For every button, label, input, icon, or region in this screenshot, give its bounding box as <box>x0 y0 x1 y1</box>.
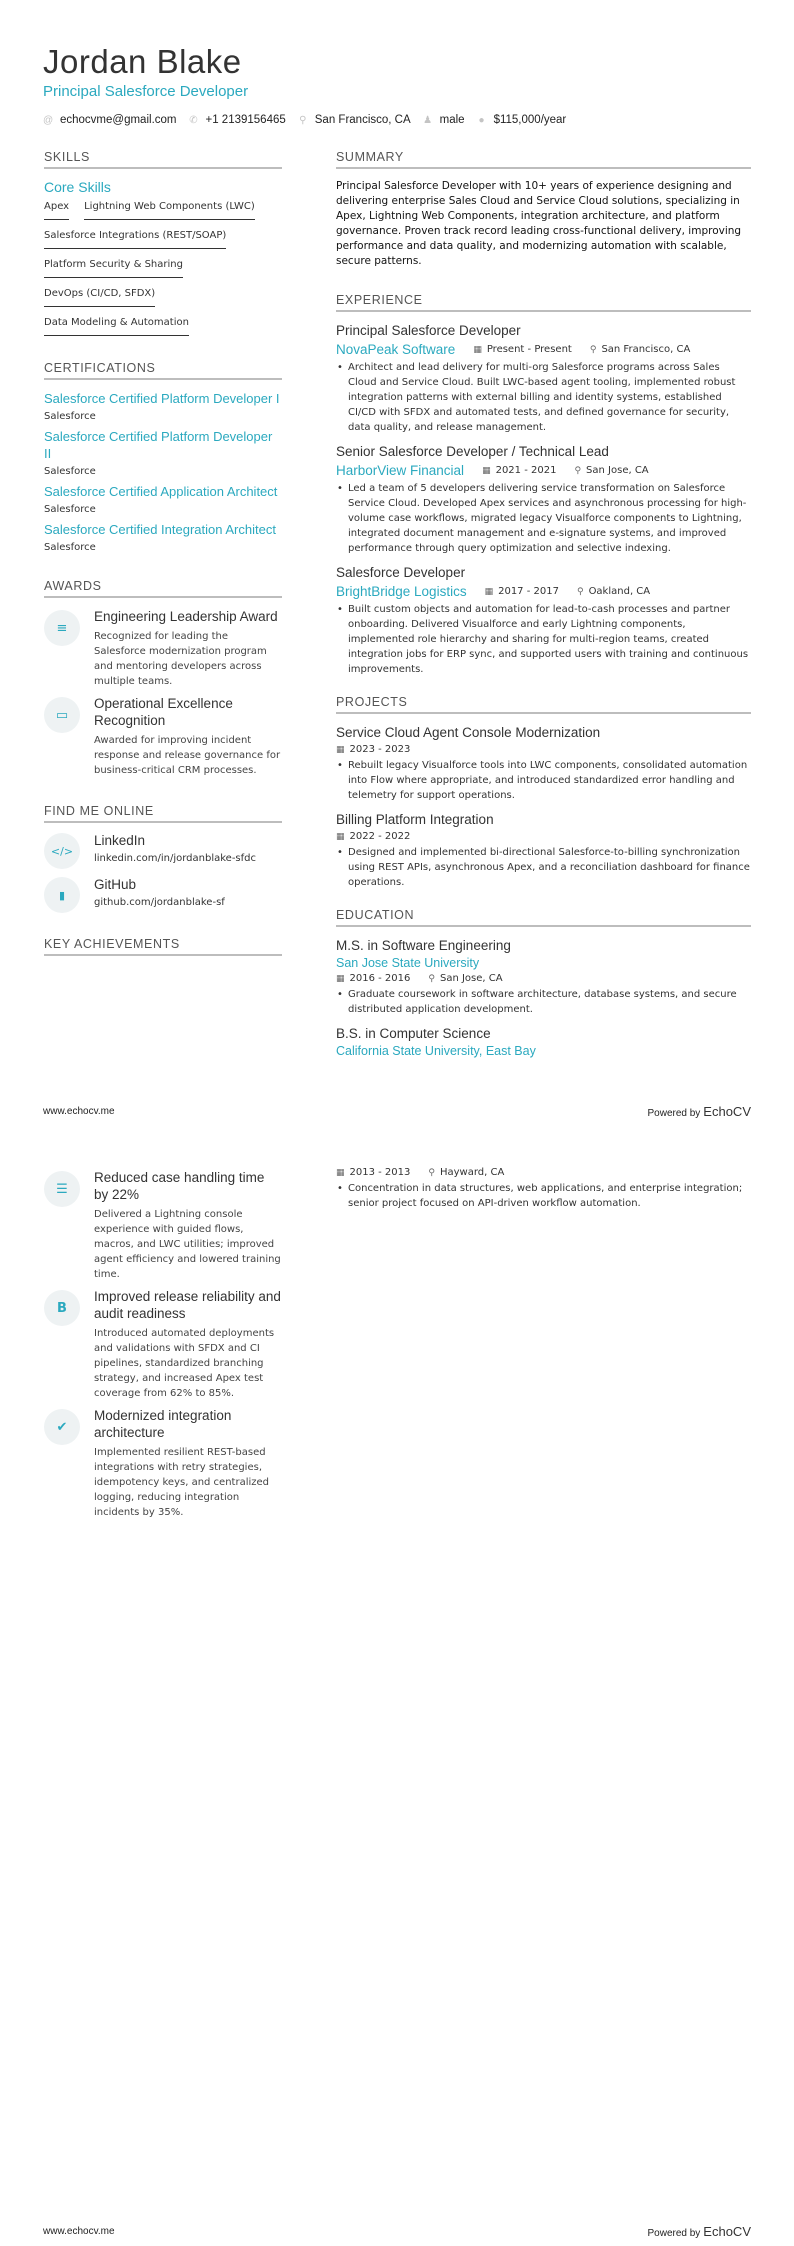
education-dates: 2013 - 2013 <box>349 1167 411 1178</box>
person-icon: ♟ <box>423 114 433 126</box>
project-bullet: • Rebuilt legacy Visualforce tools into LWC components, consolidated automation into Flow where appropriate, and introduced standardized error handling and telemetry for support operations. <box>336 758 751 803</box>
location-pin-icon: ⚲ <box>428 1167 435 1178</box>
education-section <box>336 908 751 1059</box>
phone-value: +1 2139156465 <box>205 114 286 126</box>
bold-b-icon: B <box>44 1290 80 1326</box>
certification-issuer: Salesforce <box>44 466 96 477</box>
brand-logo[interactable]: EchoCV <box>703 1104 751 1119</box>
calendar-icon: ▦ <box>482 465 491 476</box>
calendar-icon: ▦ <box>336 831 345 842</box>
calendar-icon: ▦ <box>336 1167 345 1178</box>
job-location: San Francisco, CA <box>601 344 691 355</box>
section-title-achievements: KEY ACHIEVEMENTS <box>44 937 282 956</box>
certification-item <box>44 428 282 477</box>
email-value: echocvme@gmail.com <box>60 114 177 126</box>
page-footer <box>43 2224 751 2239</box>
education-dates: 2016 - 2016 <box>349 973 411 984</box>
degree: M.S. in Software Engineering <box>336 938 511 953</box>
certification-issuer: Salesforce <box>44 411 96 422</box>
certification-name: Salesforce Certified Integration Architect <box>44 522 276 537</box>
certification-name: Salesforce Certified Platform Developer I <box>44 391 280 406</box>
project-dates: 2023 - 2023 <box>349 744 411 755</box>
education-location: San Jose, CA <box>439 973 503 984</box>
linkedin-link[interactable]: linkedin.com/in/jordanblake-sfdc <box>94 853 257 864</box>
project-item <box>336 724 751 803</box>
job-meta <box>336 584 751 599</box>
resume-page-2 <box>0 1123 794 2246</box>
brand-logo[interactable]: EchoCV <box>703 2224 751 2239</box>
job-title: Senior Salesforce Developer / Technical Lead <box>336 444 609 459</box>
experience-section <box>336 293 751 677</box>
job-dates: 2021 - 2021 <box>495 465 557 476</box>
gender-value: male <box>439 114 465 126</box>
degree: B.S. in Computer Science <box>336 1026 491 1041</box>
school-name: San Jose State University <box>336 956 480 970</box>
job-bullet: • Architect and lead delivery for multi-org Salesforce programs across Sales Cloud and Service Cloud. Built LWC-based agent tooling, implemented robust integration patterns with external billing and identity systems, established CI/CD with SFDX and automated tests, and defined governance for security, data quality, and release management. <box>336 360 751 435</box>
certifications-section <box>44 361 282 553</box>
online-title: GitHub <box>94 877 137 892</box>
skill-tag: Platform Security & Sharing <box>44 256 183 278</box>
section-title-projects: PROJECTS <box>336 695 751 714</box>
achievement-item <box>44 1407 282 1520</box>
contact-bar <box>43 114 578 126</box>
certification-item <box>44 483 282 515</box>
project-title: Service Cloud Agent Console Modernization <box>336 725 601 740</box>
job-location: San Jose, CA <box>586 465 649 476</box>
education-bullet: • Concentration in data structures, web applications, and enterprise integration; senior project focused on API-driven workflow automation. <box>336 1181 751 1211</box>
job-bullet: • Led a team of 5 developers delivering service transformation on Salesforce Service Cloud. Developed Apex services and asynchronous processing for high-volume case workflows, migrated legacy Visualforce components to Lightning, integrated document management and e-signature systems, and improved performance through query optimization and selective indexing. <box>336 481 751 556</box>
certification-issuer: Salesforce <box>44 504 96 515</box>
calendar-icon: ▦ <box>336 744 345 755</box>
project-bullet: • Designed and implemented bi-directional Salesforce-to-billing synchronization using REST APIs, asynchronous Apex, and a reconciliation dashboard for finance operations. <box>336 845 751 890</box>
contact-salary <box>477 114 567 126</box>
projects-section <box>336 695 751 890</box>
job-title: Salesforce Developer <box>336 565 466 580</box>
section-title-education: EDUCATION <box>336 908 751 927</box>
achievement-description: Implemented resilient REST-based integrations with retry strategies, idempotency keys, and centralized logging, reducing integration incidents by 35%. <box>94 1447 270 1518</box>
skill-tag: Salesforce Integrations (REST/SOAP) <box>44 227 226 249</box>
footer-site-link[interactable]: www.echocv.me <box>43 2226 115 2237</box>
school-name: California State University, East Bay <box>336 1044 536 1058</box>
job-dates: 2017 - 2017 <box>498 586 559 597</box>
company-name: HarborView Financial <box>336 463 465 478</box>
achievement-item <box>44 1288 282 1401</box>
education-item <box>336 1025 751 1059</box>
right-column <box>336 150 751 1059</box>
skills-section <box>44 150 282 343</box>
calendar-icon: ▦ <box>473 344 482 355</box>
certification-name: Salesforce Certified Application Architect <box>44 484 278 499</box>
online-title: LinkedIn <box>94 833 146 848</box>
online-item-github[interactable] <box>44 877 282 913</box>
footer-site-link[interactable]: www.echocv.me <box>43 1106 115 1117</box>
project-title: Billing Platform Integration <box>336 812 494 827</box>
award-description: Recognized for leading the Salesforce modernization program and mentoring developers across multiple teams. <box>94 631 267 687</box>
section-title-online: FIND ME ONLINE <box>44 804 282 823</box>
company-name: NovaPeak Software <box>336 342 456 357</box>
location-pin-icon: ⚲ <box>428 973 435 984</box>
contact-phone[interactable] <box>189 114 286 126</box>
calendar-icon: ▦ <box>336 973 345 984</box>
award-item <box>44 695 282 778</box>
skill-tag: Data Modeling & Automation <box>44 314 189 336</box>
certification-issuer: Salesforce <box>44 542 96 553</box>
skill-tag: Lightning Web Components (LWC) <box>84 198 255 220</box>
job-location: Oakland, CA <box>588 586 651 597</box>
skill-tag: Apex <box>44 198 69 220</box>
experience-item <box>336 564 751 677</box>
github-link[interactable]: github.com/jordanblake-sf <box>94 897 225 908</box>
award-item <box>44 608 282 689</box>
section-title-summary: SUMMARY <box>336 150 751 169</box>
award-title: Engineering Leadership Award <box>94 609 278 624</box>
education-item-continued <box>336 1167 751 1211</box>
calendar-icon: ▦ <box>484 586 494 597</box>
section-title-certifications: CERTIFICATIONS <box>44 361 282 380</box>
toggle-icon: ▭ <box>44 697 80 733</box>
powered-by: Powered by EchoCV <box>647 2224 751 2239</box>
resume-header <box>43 42 578 126</box>
achievement-item <box>44 1169 282 1282</box>
experience-item <box>336 322 751 435</box>
section-title-experience: EXPERIENCE <box>336 293 751 312</box>
phone-icon: ✆ <box>189 114 198 126</box>
location-pin-icon: ⚲ <box>574 465 582 476</box>
achievements-section <box>44 937 282 956</box>
job-dates: Present - Present <box>486 344 572 355</box>
skills-list <box>44 198 282 343</box>
right-column-continued <box>336 1165 751 1219</box>
section-title-skills: SKILLS <box>44 150 282 169</box>
job-bullet: • Built custom objects and automation for lead-to-cash processes and partner onboarding. Delivered Visualforce and early Lightning components, implemented role hierarchy and sharing for multi-region teams, created integration jobs for ERP sync, and supported users with training and continuous improvements. <box>336 602 751 677</box>
salary-icon: ● <box>478 114 485 126</box>
company-name: BrightBridge Logistics <box>336 584 467 599</box>
check-circle-icon: ✔ <box>44 1409 80 1445</box>
page-footer <box>43 1104 751 1119</box>
at-icon: @ <box>43 114 54 126</box>
contact-email[interactable] <box>43 114 177 126</box>
project-item <box>336 811 751 890</box>
salary-value: $115,000/year <box>493 114 567 126</box>
skill-tag: DevOps (CI/CD, SFDX) <box>44 285 155 307</box>
contact-gender <box>423 114 465 126</box>
award-description: Awarded for improving incident response and release governance for business-critical CRM processes. <box>94 735 281 776</box>
summary-text: Principal Salesforce Developer with 10+ years of experience designing and delivering enterprise Sales Cloud and Service Cloud solutions, specializing in Apex, Lightning Web Components, integration architecture, and platform governance. Proven track record leading cross-functional delivery, improving performance and data quality, and modernizing automation with scalable, secure patterns. <box>336 180 742 267</box>
location-value: San Francisco, CA <box>314 114 411 126</box>
online-section <box>44 804 282 913</box>
education-bullet: • Graduate coursework in software architecture, database systems, and secure distributed application development. <box>336 987 751 1017</box>
section-title-awards: AWARDS <box>44 579 282 598</box>
education-location: Hayward, CA <box>439 1167 505 1178</box>
achievement-title: Improved release reliability and audit readiness <box>94 1289 281 1321</box>
file-icon: ▮ <box>44 877 80 913</box>
list-icon: ≡ <box>44 610 80 646</box>
code-icon: </> <box>44 833 80 869</box>
online-item-linkedin[interactable] <box>44 833 282 869</box>
location-icon: ⚲ <box>299 114 307 126</box>
achievement-title: Reduced case handling time by 22% <box>94 1170 265 1202</box>
powered-by: Powered by EchoCV <box>647 1104 751 1119</box>
job-meta <box>336 463 751 478</box>
left-column <box>44 150 282 966</box>
left-column-continued <box>44 1169 282 1526</box>
achievement-description: Introduced automated deployments and validations with SFDX and CI pipelines, standardized branching strategy, and increased Apex test coverage from 62% to 85%. <box>94 1328 275 1399</box>
job-meta <box>336 342 751 357</box>
job-title: Principal Salesforce Developer <box>336 323 521 338</box>
achievement-title: Modernized integration architecture <box>94 1408 232 1440</box>
candidate-name: Jordan Blake <box>43 43 242 80</box>
location-pin-icon: ⚲ <box>589 344 597 355</box>
experience-item <box>336 443 751 556</box>
education-item <box>336 937 751 1017</box>
certification-item <box>44 521 282 553</box>
awards-section <box>44 579 282 778</box>
certification-name: Salesforce Certified Platform Developer II <box>44 429 273 461</box>
project-dates: 2022 - 2022 <box>349 831 411 842</box>
contact-location <box>298 114 411 126</box>
candidate-title: Principal Salesforce Developer <box>43 83 249 100</box>
lines-icon: ☰ <box>44 1171 80 1207</box>
location-pin-icon: ⚲ <box>576 586 584 597</box>
certification-item <box>44 390 282 422</box>
skills-group-title: Core Skills <box>44 179 111 195</box>
award-title: Operational Excellence Recognition <box>94 696 233 728</box>
summary-section <box>336 150 751 269</box>
achievement-description: Delivered a Lightning console experience with guided flows, macros, and LWC utilities; improved agent efficiency and lowered training time. <box>94 1209 281 1280</box>
